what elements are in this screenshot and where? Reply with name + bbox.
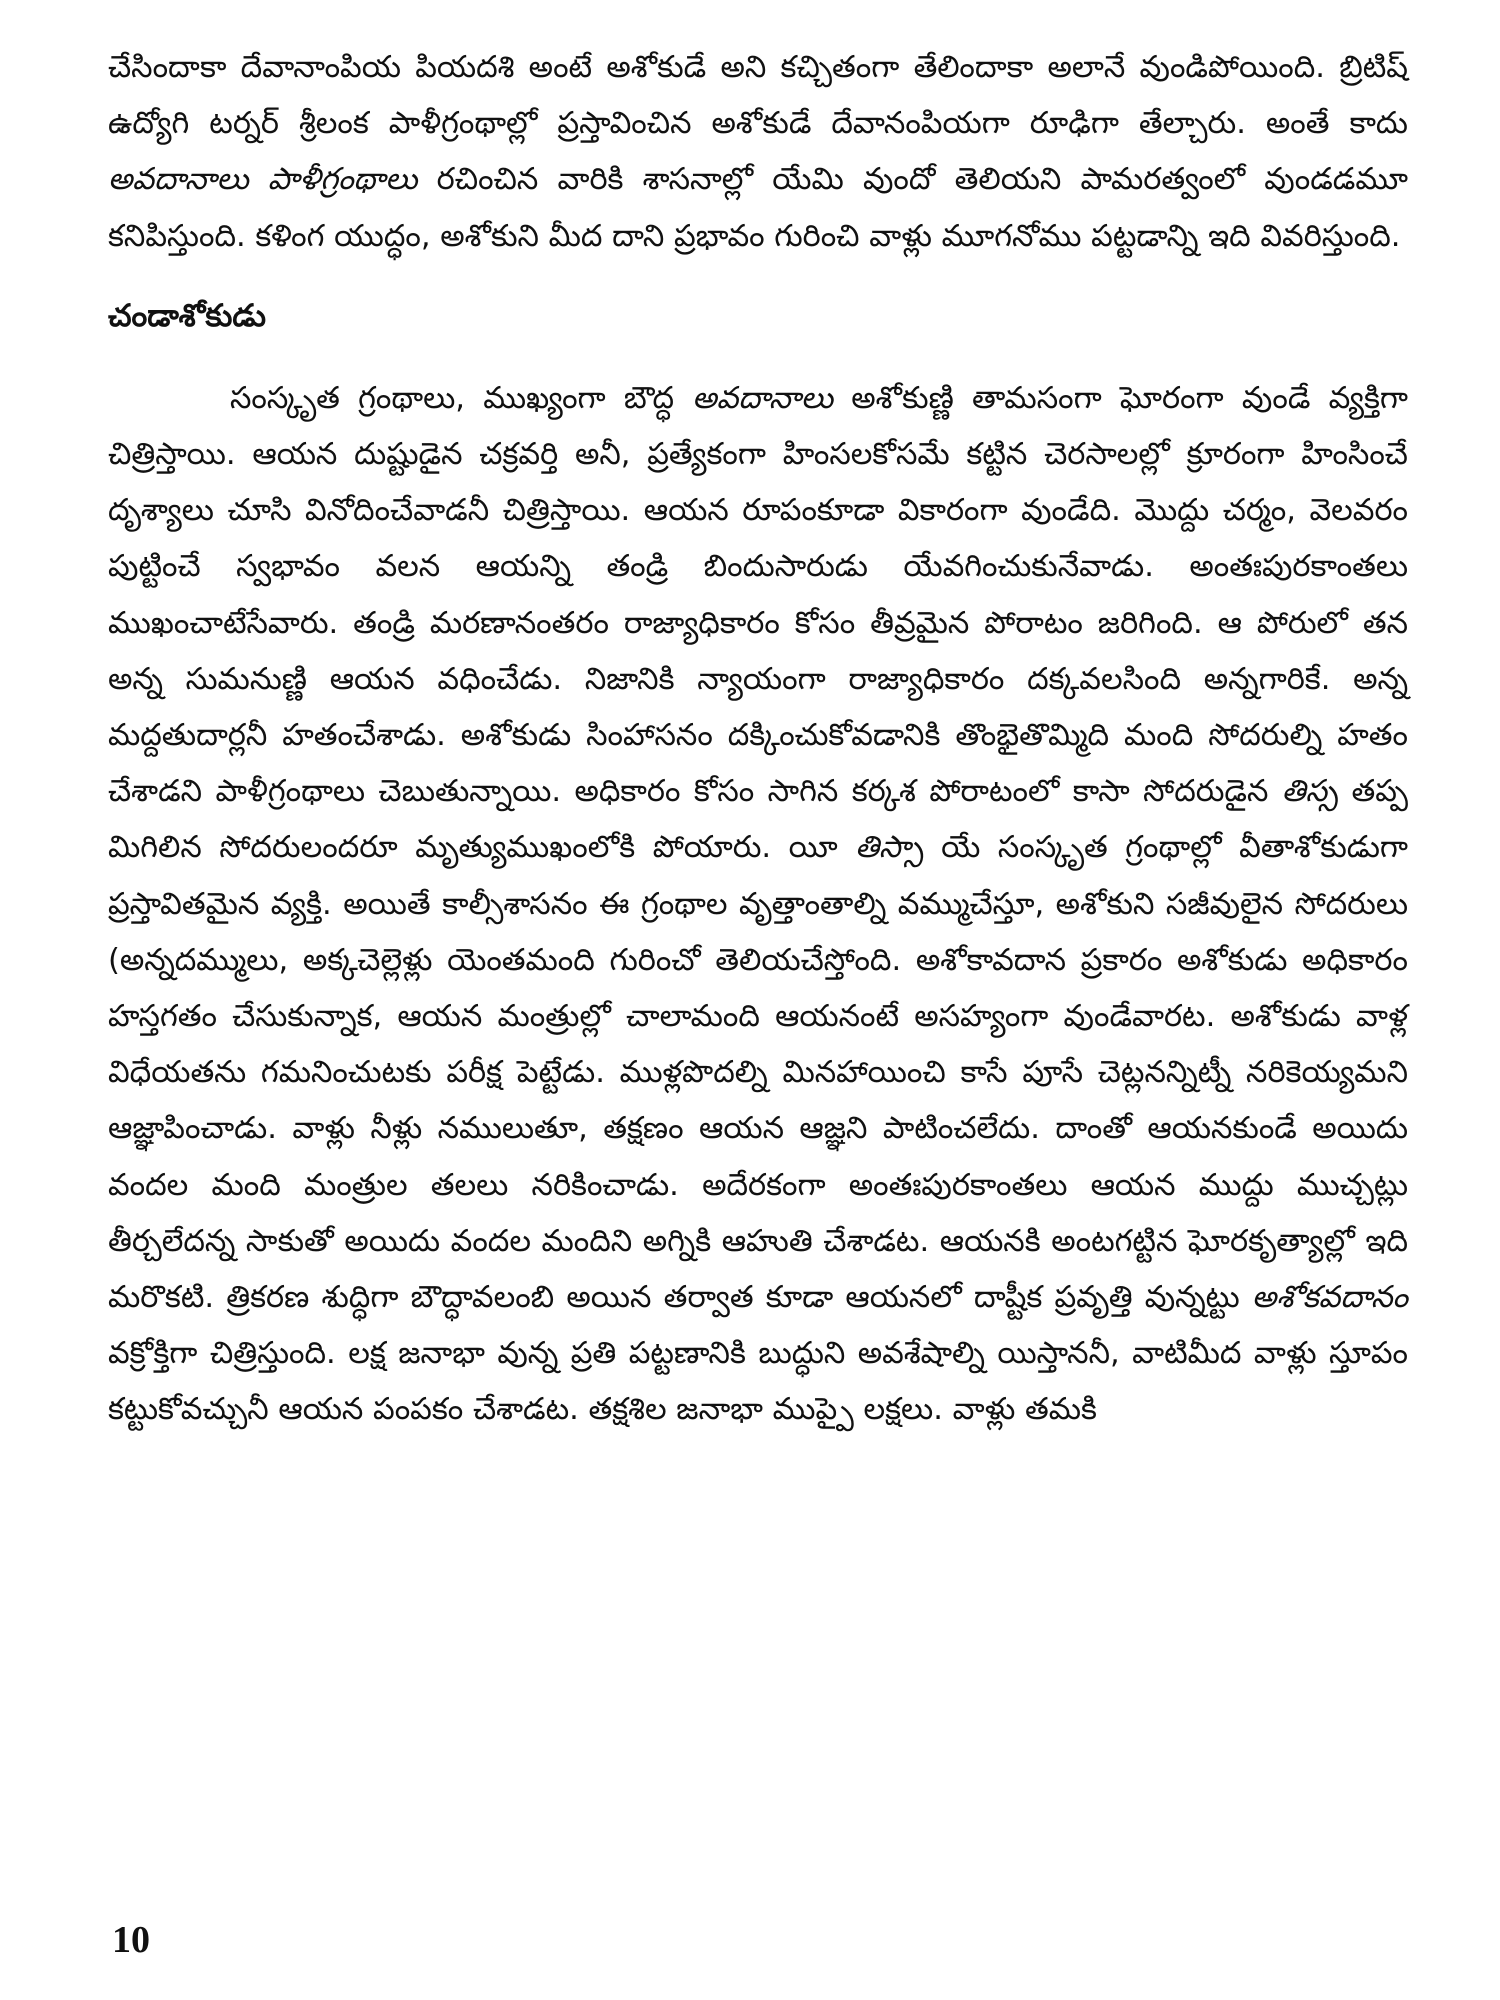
paragraph-2-italic-tissa: తిస్స (1281, 774, 1339, 810)
paragraph-chandashokudu (108, 371, 1408, 1439)
paragraph-1-italic-phrase: అవదానాలు పాళీగ్రంథాలు (108, 162, 418, 198)
page-number: 10 (112, 1919, 150, 1961)
paragraph-continuation (108, 40, 1408, 265)
paragraph-1-text: చేసిందాకా దేవానాంపియ పియదశి అంటే అశోకుడే అని కచ్చితంగా తేలిందాకా అలానే వుండిపోయింది. బ్రిటిష్ ఉద్యోగి టర్నర్ శ్రీలంక పాళీగ్రంథాల్లో ప్రస్తావించిన అశోకుడే దేవానంపియగా రూఢిగా తేల్చారు. అంతే కాదు (108, 50, 1408, 142)
paragraph-2-text: అశోకుణ్ణి తామసంగా ఘోరంగా వుండే వ్యక్తిగా చిత్రిస్తాయి. ఆయన దుష్టుడైన చక్రవర్తి అనీ, ప్రత్యేకంగా హింసలకోసమే కట్టిన చెరసాలల్లో క్రూరంగా హింసించే దృశ్యాలు చూసి వినోదించేవాడనీ చిత్రిస్తాయి. ఆయన రూపంకూడా వికారంగా వుండేది. మొద్దు చర్మం, వెలవరం పుట్టించే స్వభావం వలన ఆయన్ని తండ్రి బిందుసారుడు యేవగించుకునేవాడు. అంతఃపురకాంతలు ముఖంచాటేసేవారు. తండ్రి మరణానంతరం రాజ్యాధికారం కోసం తీవ్రమైన పోరాటం జరిగింది. ఆ పోరులో తన అన్న సుమనుణ్ణి ఆయన వధించేడు. నిజానికి న్యాయంగా రాజ్యాధికారం దక్కవలసింది అన్నగారికే. అన్న మద్దతుదార్లనీ హతంచేశాడు. అశోకుడు సింహాసనం దక్కించుకోవడానికి తొంభైతొమ్మిది మంది సోదరుల్ని హతం చేశాడని పాళీగ్రంథాలు చెబుతున్నాయి. అధికారం కోసం సాగిన కర్కశ పోరాటంలో కాసా సోదరుడైన (108, 380, 1408, 810)
section-heading: చండాశోకుడు (108, 297, 267, 334)
paragraph-2-italic-tissaa: తిస్సా (855, 830, 924, 866)
paragraph-2-text: సంస్కృత గ్రంథాలు, ముఖ్యంగా బౌద్ధ (230, 380, 693, 416)
paragraph-2-italic-avadanalu: అవదానాలు (692, 380, 833, 416)
paragraph-2-text: వక్రోక్తిగా చిత్రిస్తుంది. లక్ష జనాభా వున్న ప్రతి పట్టణానికి బుద్ధుని అవశేషాల్ని యిస్తాననీ, వాటిమీద వాళ్లు స్తూపం కట్టుకోవచ్చునీ ఆయన పంపకం చేశాడట. తక్షశిల జనాభా ముప్పై లక్షలు. వాళ్లు తమకి (108, 1336, 1408, 1428)
paragraph-2-text: యే సంస్కృత గ్రంథాల్లో వీతాశోకుడుగా ప్రస్తావితమైన వ్యక్తి. అయితే కాల్సీశాసనం ఈ గ్రంథాల వృత్తాంతాల్ని వమ్ముచేస్తూ, అశోకుని సజీవులైన సోదరులు (అన్నదమ్ములు, అక్కచెల్లెళ్లు యెంతమంది గురించో తెలియచేస్తోంది. అశోకావదాన ప్రకారం అశోకుడు అధికారం హస్తగతం చేసుకున్నాక, ఆయన మంత్రుల్లో చాలామంది ఆయనంటే అసహ్యంగా వుండేవారట. అశోకుడు వాళ్ల విధేయతను గమనించుటకు పరీక్ష పెట్టేడు. ముళ్లపొదల్ని మినహాయించి కాసే పూసే చెట్లనన్నిట్నీ నరికెయ్యమని ఆజ్ఞాపించాడు. వాళ్లు నీళ్లు నములుతూ, తక్షణం ఆయన ఆజ్ఞని పాటించలేదు. దాంతో ఆయనకుండే అయిదు వందల మంది మంత్రుల తలలు నరికించాడు. అదేరకంగా అంతఃపురకాంతలు ఆయన ముద్దు ముచ్చట్లు తీర్చలేదన్న సాకుతో అయిదు వందల మందిని అగ్నికి ఆహుతి చేశాడట. ఆయనకి అంటగట్టిన ఘోరకృత్యాల్లో ఇది మరొకటి. త్రికరణ శుద్ధిగా బౌద్ధావలంబి అయిన తర్వాత కూడా ఆయనలో దాష్టీక ప్రవృత్తి వున్నట్టు (108, 830, 1408, 1316)
page-body (108, 40, 1408, 1970)
paragraph-2-italic-ashokavadanam: అశోకవదానం (1251, 1280, 1408, 1316)
paragraph-1-text: రచించిన వారికి శాసనాల్లో యేమి వుందో తెలియని పామరత్వంలో వుండడమూ కనిపిస్తుంది. కళింగ యుద్ధం, అశోకుని మీద దాని ప్రభావం గురించి వాళ్లు మూగనోము పట్టడాన్ని ఇది వివరిస్తుంది. (108, 162, 1408, 254)
paragraph-2-text: తప్ప మిగిలిన సోదరులందరూ మృత్యుముఖంలోకి పోయారు. యీ (108, 774, 1408, 866)
